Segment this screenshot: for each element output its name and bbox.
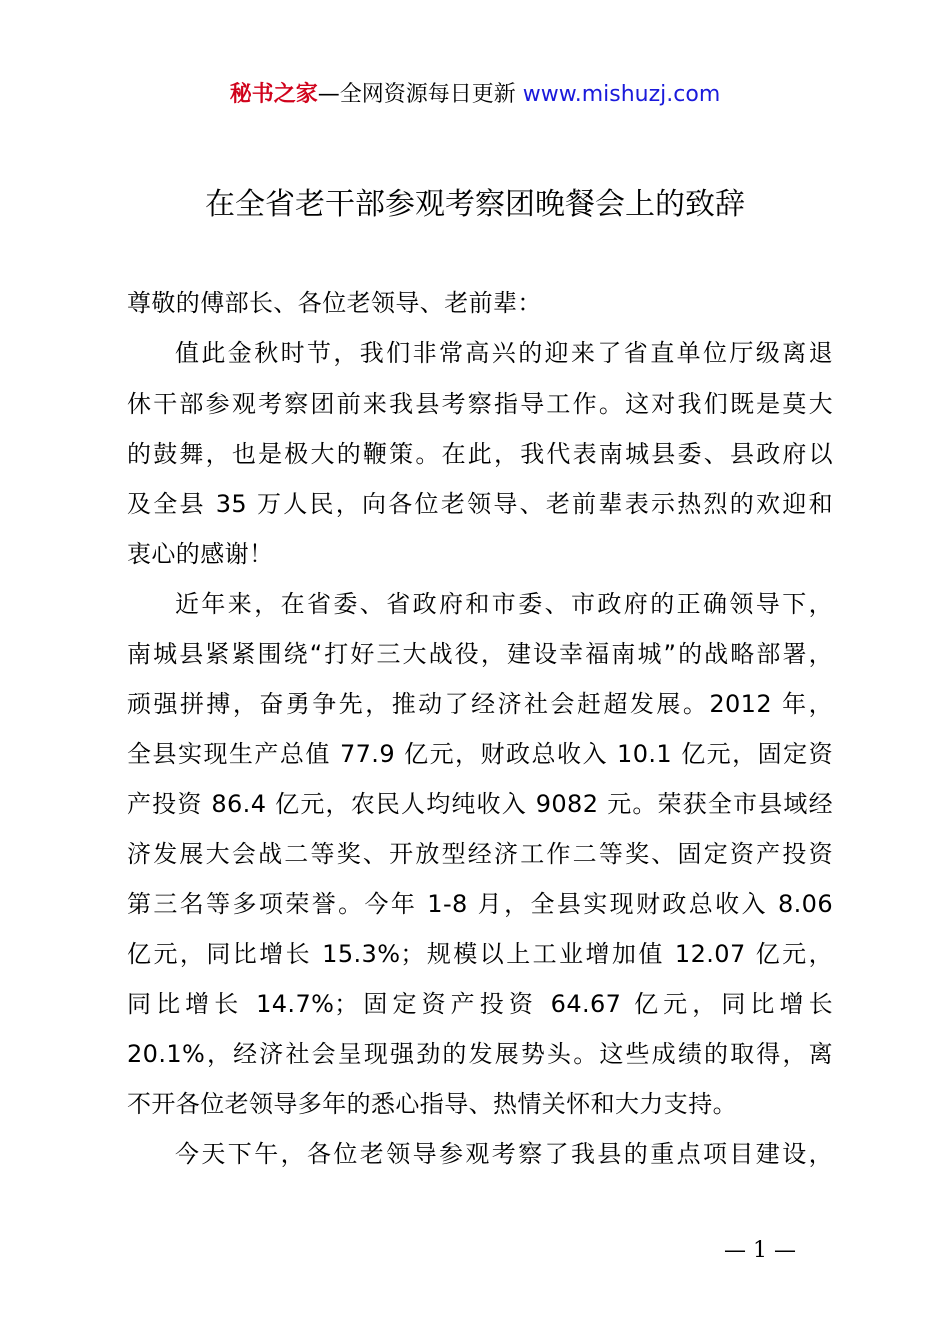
text-line: 近年来，在省委、省政府和市委、市政府的正确领导下， [175,590,833,618]
text-line: 今天下午，各位老领导参观考察了我县的重点项目建设， [175,1140,833,1168]
site-url-link[interactable]: www.mishuzj.com [522,82,721,107]
text-line: 的鼓舞，也是极大的鞭策。在此，我代表南城县委、县政府以 [127,440,833,468]
text-line: 不开各位老领导多年的悉心指导、热情关怀和大力支持。 [127,1090,737,1118]
text-line: 济发展大会战二等奖、开放型经济工作二等奖、固定资产投资 [127,840,833,868]
site-brand: 秘书之家 [229,82,318,107]
text-line: 值此金秋时节，我们非常高兴的迎来了省直单位厅级离退 [175,339,833,367]
text-line: 同比增长 14.7%；固定资产投资 64.67 亿元，同比增长 [127,990,833,1018]
text-line: 20.1%，经济社会呈现强劲的发展势头。这些成绩的取得，离 [127,1040,833,1068]
document-title: 在全省老干部参观考察团晚餐会上的致辞 [205,187,745,222]
text-line: 顽强拼搏，奋勇争先，推动了经济社会赶超发展。2012 年， [127,690,833,718]
text-line: 及全县 35 万人民，向各位老领导、老前辈表示热烈的欢迎和 [127,490,833,518]
site-header [0,78,950,112]
text-line: 休干部参观考察团前来我县考察指导工作。这对我们既是莫大 [127,390,833,418]
text-line: 产投资 86.4 亿元，农民人均纯收入 9082 元。荣获全市县域经 [127,790,833,818]
text-line: 全县实现生产总值 77.9 亿元，财政总收入 10.1 亿元，固定资 [127,740,833,768]
salutation-line: 尊敬的傅部长、各位老领导、老前辈： [127,289,542,317]
site-tagline: —全网资源每日更新 [317,82,516,107]
text-line: 衷心的感谢！ [127,540,274,568]
text-line: 第三名等多项荣誉。今年 1-8 月，全县实现财政总收入 8.06 [127,890,833,918]
text-line: 亿元，同比增长 15.3%；规模以上工业增加值 12.07 亿元， [127,940,833,968]
page-number: — 1 — [724,1238,796,1263]
text-line: 南城县紧紧围绕“打好三大战役，建设幸福南城”的战略部署， [127,640,833,668]
